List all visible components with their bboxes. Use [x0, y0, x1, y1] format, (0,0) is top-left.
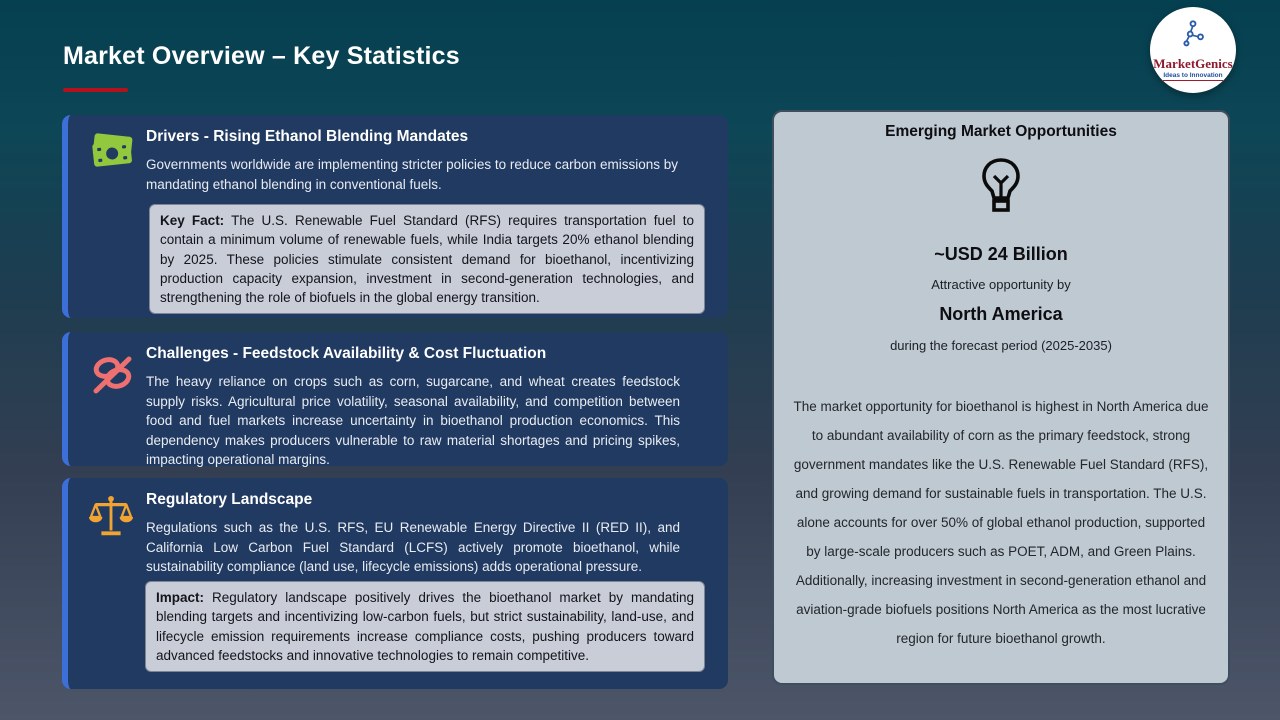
regulatory-card-body: Regulations such as the U.S. RFS, EU Renewable Energy Directive II (RED II), and California Low Carbon Fuel Standard (LCFS) actively promote bioethanol, while sustainability compliance (land use, lifecycle emissions) adds operational pressure. — [146, 520, 680, 575]
opportunity-description: The market opportunity for bioethanol is highest in North America due to abundant availability of corn as the primary feedstock, strong government mandates like the U.S. Renewable Fuel Standard (RFS), and growing demand for sustainable fuels in transportation. The U.S. alone accounts for over 50% of global ethanol production, supported by large-scale producers such as POET, ADM, and Green Plains. Additionally, increasing investment in second-generation ethanol and aviation-grade biofuels positions North America as the most lucrative region for future bioethanol growth. — [793, 399, 1209, 647]
market-value: ~USD 24 Billion — [934, 244, 1068, 264]
drivers-card-title: Drivers - Rising Ethanol Blending Mandates — [146, 128, 469, 145]
page-title: Market Overview – Key Statistics — [63, 42, 460, 70]
forecast-period: during the forecast period (2025-2035) — [890, 338, 1112, 353]
regulatory-card-title: Regulatory Landscape — [146, 491, 313, 508]
regulatory-card — [62, 478, 728, 689]
opportunity-subtitle: Attractive opportunity by — [931, 277, 1071, 292]
challenges-card-body: The heavy reliance on crops such as corn, sugarcane, and wheat creates feedstock supply risks. Agricultural price volatility, seasonal availability, and competition between food and fuel markets increase uncertainty in bioethanol production economics. This dependency makes producers vulnerable to raw material shortages and pricing spikes, impacting operational margins. — [146, 374, 680, 468]
title-underline — [63, 88, 128, 92]
banknote-icon — [88, 130, 136, 179]
opportunity-panel-title: Emerging Market Opportunities — [885, 123, 1117, 140]
impact-box — [145, 581, 705, 672]
key-fact-label: Key Fact: — [160, 213, 225, 228]
impact-text: Regulatory landscape positively drives the bioethanol market by mandating blending targets and incentivizing low-carbon fuels, but strict sustainability, land-use, and lifecycle emission requirements increase compliance costs, pushing producers toward advanced feedstocks and innovative technologies to remain competitive. — [156, 590, 694, 663]
opportunity-panel — [772, 110, 1230, 685]
key-fact-text: The U.S. Renewable Fuel Standard (RFS) requires transportation fuel to contain a minimum volume of renewable fuels, while India targets 20% ethanol blending by 2025. These policies stimulate consistent demand for bioethanol, incentivizing production capacity expansion, investment in second-generation technologies, and strengthening the role of biofuels in the global energy transition. — [160, 213, 694, 306]
drivers-card — [62, 115, 728, 318]
network-icon — [1178, 19, 1208, 54]
broken-link-icon — [88, 352, 138, 403]
brand-logo — [1150, 7, 1236, 93]
impact-label: Impact: — [156, 590, 205, 605]
scales-icon — [88, 494, 134, 547]
drivers-card-body: Governments worldwide are implementing stricter policies to reduce carbon emissions by mandating ethanol blending in conventional fuels. — [146, 157, 678, 192]
challenges-card — [62, 332, 728, 466]
opportunity-region: North America — [939, 304, 1063, 324]
challenges-card-title: Challenges - Feedstock Availability & Cost Fluctuation — [146, 345, 547, 362]
logo-tagline-text: Ideas to Innovation — [1163, 72, 1223, 79]
key-fact-box — [149, 204, 705, 314]
logo-brand-text: MarketGenics — [1153, 56, 1233, 71]
lightbulb-icon — [774, 157, 1228, 220]
